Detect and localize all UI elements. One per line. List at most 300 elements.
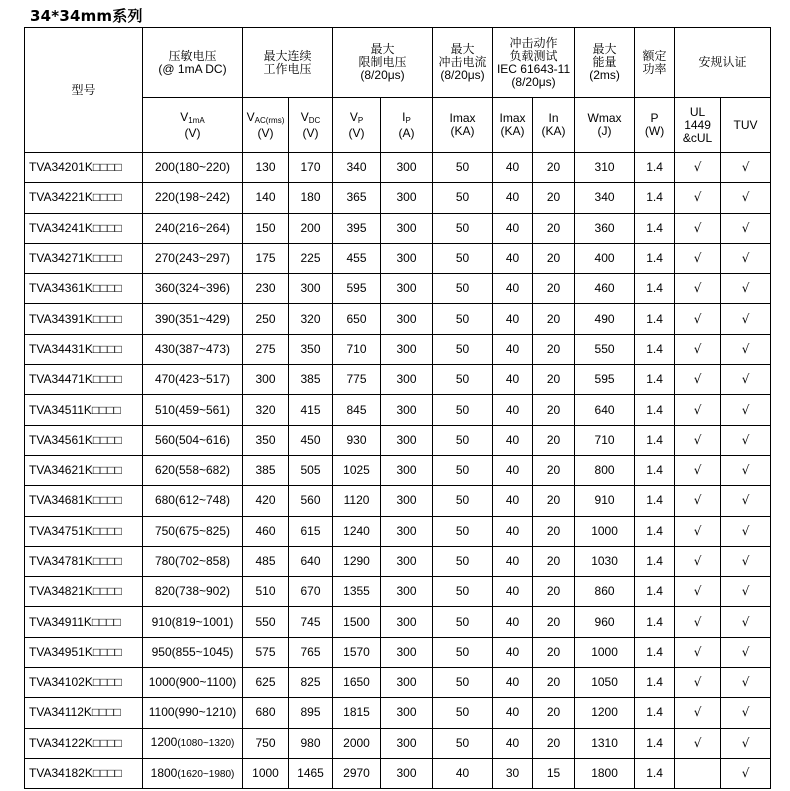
cell-in: 20 xyxy=(533,183,575,213)
cell-p: 1.4 xyxy=(635,274,675,304)
header-max-surge-current: 最大 冲击电流 (8/20μs) xyxy=(433,28,493,98)
cell-v1ma-range: (351~429) xyxy=(174,311,231,326)
cell-model: TVA34621K□□□□ xyxy=(25,455,143,485)
cell-v1ma-value: 270 xyxy=(154,251,175,266)
page-title: 34*34mm系列 xyxy=(30,7,143,25)
cell-wmax: 595 xyxy=(575,365,635,395)
table-row xyxy=(25,425,771,455)
cell-vac: 550 xyxy=(243,607,289,637)
cell-in: 20 xyxy=(533,698,575,728)
cell-vdc: 980 xyxy=(289,728,333,758)
cell-v1ma-value: 820 xyxy=(154,584,175,599)
cell-vp: 1240 xyxy=(333,516,381,546)
cell-v1ma-range: (558~682) xyxy=(174,463,231,478)
cell-in: 20 xyxy=(533,334,575,364)
table-row xyxy=(25,243,771,273)
cell-vp: 1290 xyxy=(333,546,381,576)
table-row xyxy=(25,455,771,485)
cell-model: TVA34391K□□□□ xyxy=(25,304,143,334)
cell-p: 1.4 xyxy=(635,637,675,667)
cell-p: 1.4 xyxy=(635,758,675,788)
cell-vac: 320 xyxy=(243,395,289,425)
cell-wmax: 860 xyxy=(575,577,635,607)
cell-ul: √ xyxy=(675,213,721,243)
cell-imax-load: 40 xyxy=(493,153,533,183)
cell-v1ma-value: 780 xyxy=(154,554,175,568)
cell-imax: 50 xyxy=(433,365,493,395)
cell-in: 20 xyxy=(533,274,575,304)
cell-ip: 300 xyxy=(381,577,433,607)
cell-in: 15 xyxy=(533,758,575,788)
header-model: 型号 xyxy=(25,28,143,153)
cell-p: 1.4 xyxy=(635,425,675,455)
cell-v1ma-value: 950 xyxy=(151,644,172,659)
cell-vac: 1000 xyxy=(243,758,289,788)
cell-vdc: 385 xyxy=(289,365,333,395)
cell-v1ma-range: (675~825) xyxy=(174,523,231,538)
cell-vp: 1355 xyxy=(333,577,381,607)
cell-v1ma-value: 200 xyxy=(154,160,175,175)
cell-p: 1.4 xyxy=(635,728,675,758)
cell-model: TVA34751K□□□□ xyxy=(25,516,143,546)
cell-vac: 420 xyxy=(243,486,289,516)
header-max-clamping-voltage: 最大 限制电压 (8/20μs) xyxy=(333,28,433,98)
cell-imax-load: 40 xyxy=(493,486,533,516)
cell-tuv: √ xyxy=(721,516,771,546)
cell-v1ma xyxy=(143,577,243,607)
cell-vp: 1815 xyxy=(333,698,381,728)
cell-in: 20 xyxy=(533,728,575,758)
table-row xyxy=(25,213,771,243)
cell-ul: √ xyxy=(675,698,721,728)
cell-vp: 650 xyxy=(333,304,381,334)
cell-v1ma xyxy=(143,183,243,213)
cell-vdc: 450 xyxy=(289,425,333,455)
cell-imax: 50 xyxy=(433,153,493,183)
cell-imax-load: 40 xyxy=(493,425,533,455)
cell-ip: 300 xyxy=(381,213,433,243)
cell-tuv: √ xyxy=(721,153,771,183)
cell-wmax: 1000 xyxy=(575,637,635,667)
cell-imax-load: 40 xyxy=(493,577,533,607)
cell-ul: √ xyxy=(675,274,721,304)
cell-ip: 300 xyxy=(381,274,433,304)
cell-v1ma-range: (855~1045) xyxy=(171,644,234,659)
cell-p: 1.4 xyxy=(635,304,675,334)
cell-imax-load: 40 xyxy=(493,274,533,304)
cell-in: 20 xyxy=(533,637,575,667)
cell-p: 1.4 xyxy=(635,365,675,395)
cell-ul: √ xyxy=(675,486,721,516)
table-body xyxy=(25,153,771,789)
cell-vac: 250 xyxy=(243,304,289,334)
cell-vdc: 320 xyxy=(289,304,333,334)
subheader-imax: Imax (KA) xyxy=(433,98,493,153)
cell-in: 20 xyxy=(533,546,575,576)
cell-vp: 395 xyxy=(333,213,381,243)
cell-v1ma xyxy=(143,243,243,273)
subheader-wmax: Wmax (J) xyxy=(575,98,635,153)
cell-p: 1.4 xyxy=(635,577,675,607)
table-row xyxy=(25,637,771,667)
cell-tuv: √ xyxy=(721,365,771,395)
cell-tuv: √ xyxy=(721,607,771,637)
cell-ul: √ xyxy=(675,607,721,637)
cell-imax-load: 40 xyxy=(493,365,533,395)
cell-tuv: √ xyxy=(721,637,771,667)
cell-imax: 50 xyxy=(433,577,493,607)
cell-model: TVA34102K□□□□ xyxy=(25,668,143,698)
cell-model: TVA34431K□□□□ xyxy=(25,334,143,364)
cell-v1ma-value: 1000 xyxy=(148,675,176,690)
cell-ip: 300 xyxy=(381,304,433,334)
cell-tuv: √ xyxy=(721,486,771,516)
cell-vp: 595 xyxy=(333,274,381,304)
cell-ul: √ xyxy=(675,546,721,576)
cell-ip: 300 xyxy=(381,455,433,485)
cell-model: TVA34511K□□□□ xyxy=(25,395,143,425)
cell-vdc: 670 xyxy=(289,577,333,607)
cell-wmax: 1310 xyxy=(575,728,635,758)
table-row xyxy=(25,577,771,607)
cell-wmax: 960 xyxy=(575,607,635,637)
cell-tuv: √ xyxy=(721,546,771,576)
cell-wmax: 1800 xyxy=(575,758,635,788)
cell-v1ma xyxy=(143,546,243,576)
subheader-tuv: TUV xyxy=(721,98,771,153)
cell-ip: 300 xyxy=(381,243,433,273)
cell-imax-load: 40 xyxy=(493,698,533,728)
cell-tuv: √ xyxy=(721,455,771,485)
cell-ul: √ xyxy=(675,668,721,698)
cell-p: 1.4 xyxy=(635,183,675,213)
cell-ul: √ xyxy=(675,153,721,183)
subheader-in: In (KA) xyxy=(533,98,575,153)
cell-imax: 50 xyxy=(433,728,493,758)
cell-ul: √ xyxy=(675,365,721,395)
cell-imax: 50 xyxy=(433,274,493,304)
cell-tuv: √ xyxy=(721,243,771,273)
cell-in: 20 xyxy=(533,243,575,273)
cell-ip: 300 xyxy=(381,637,433,667)
cell-in: 20 xyxy=(533,455,575,485)
cell-imax-load: 40 xyxy=(493,213,533,243)
cell-model: TVA34911K□□□□ xyxy=(25,607,143,637)
spec-table xyxy=(24,27,771,789)
cell-v1ma-range: (990~1210) xyxy=(174,705,237,720)
cell-wmax: 490 xyxy=(575,304,635,334)
cell-vdc: 825 xyxy=(289,668,333,698)
cell-v1ma-range: (504~616) xyxy=(174,432,231,447)
cell-imax: 40 xyxy=(433,758,493,788)
cell-ip: 300 xyxy=(381,668,433,698)
cell-vdc: 225 xyxy=(289,243,333,273)
cell-p: 1.4 xyxy=(635,153,675,183)
table-row xyxy=(25,607,771,637)
cell-v1ma-value: 360 xyxy=(154,281,175,296)
cell-imax-load: 40 xyxy=(493,516,533,546)
cell-wmax: 800 xyxy=(575,455,635,485)
cell-v1ma-range: (324~396) xyxy=(174,281,231,296)
cell-wmax: 340 xyxy=(575,183,635,213)
cell-v1ma-range: (702~858) xyxy=(174,554,231,568)
table-row xyxy=(25,274,771,304)
cell-imax-load: 40 xyxy=(493,304,533,334)
cell-v1ma-value: 390 xyxy=(154,311,175,326)
cell-p: 1.4 xyxy=(635,334,675,364)
cell-model: TVA34201K□□□□ xyxy=(25,153,143,183)
cell-vac: 385 xyxy=(243,455,289,485)
cell-vac: 150 xyxy=(243,213,289,243)
cell-wmax: 1000 xyxy=(575,516,635,546)
cell-ip: 300 xyxy=(381,698,433,728)
cell-imax: 50 xyxy=(433,425,493,455)
cell-v1ma xyxy=(143,365,243,395)
cell-v1ma-value: 470 xyxy=(154,372,175,387)
cell-v1ma xyxy=(143,274,243,304)
cell-vac: 680 xyxy=(243,698,289,728)
cell-vp: 775 xyxy=(333,365,381,395)
cell-p: 1.4 xyxy=(635,516,675,546)
cell-ip: 300 xyxy=(381,546,433,576)
cell-v1ma-value: 910 xyxy=(151,614,172,629)
cell-imax-load: 40 xyxy=(493,637,533,667)
cell-ul: √ xyxy=(675,637,721,667)
subheader-vdc: $V_{DC}$ (V) xyxy=(289,98,333,153)
cell-in: 20 xyxy=(533,668,575,698)
cell-vdc: 895 xyxy=(289,698,333,728)
table-row xyxy=(25,183,771,213)
cell-model: TVA34112K□□□□ xyxy=(25,698,143,728)
cell-ip: 300 xyxy=(381,758,433,788)
cell-ul xyxy=(675,758,721,788)
cell-tuv: √ xyxy=(721,334,771,364)
cell-tuv: √ xyxy=(721,577,771,607)
cell-v1ma xyxy=(143,486,243,516)
cell-model: TVA34821K□□□□ xyxy=(25,577,143,607)
cell-tuv: √ xyxy=(721,274,771,304)
subheader-imax-load: Imax (KA) xyxy=(493,98,533,153)
cell-imax: 50 xyxy=(433,455,493,485)
cell-vdc: 300 xyxy=(289,274,333,304)
cell-imax: 50 xyxy=(433,637,493,667)
table-row xyxy=(25,516,771,546)
cell-v1ma-range: (180~220) xyxy=(174,160,231,175)
table-row xyxy=(25,304,771,334)
cell-v1ma-range: (900~1100) xyxy=(175,675,237,690)
cell-in: 20 xyxy=(533,395,575,425)
cell-ul: √ xyxy=(675,334,721,364)
cell-model: TVA34781K□□□□ xyxy=(25,546,143,576)
cell-imax: 50 xyxy=(433,486,493,516)
cell-model: TVA34561K□□□□ xyxy=(25,425,143,455)
cell-v1ma-range: (459~561) xyxy=(174,402,231,417)
cell-vdc: 505 xyxy=(289,455,333,485)
cell-ul: √ xyxy=(675,577,721,607)
cell-ip: 300 xyxy=(381,607,433,637)
cell-model: TVA34271K□□□□ xyxy=(25,243,143,273)
cell-vac: 460 xyxy=(243,516,289,546)
cell-wmax: 460 xyxy=(575,274,635,304)
cell-imax: 50 xyxy=(433,183,493,213)
cell-imax: 50 xyxy=(433,304,493,334)
cell-model: TVA34681K□□□□ xyxy=(25,486,143,516)
cell-v1ma xyxy=(143,698,243,728)
cell-vp: 1120 xyxy=(333,486,381,516)
cell-ip: 300 xyxy=(381,486,433,516)
cell-tuv: √ xyxy=(721,728,771,758)
cell-p: 1.4 xyxy=(635,607,675,637)
cell-wmax: 360 xyxy=(575,213,635,243)
cell-imax: 50 xyxy=(433,607,493,637)
cell-v1ma-value: 1800 xyxy=(150,765,178,780)
cell-ip: 300 xyxy=(381,153,433,183)
cell-ip: 300 xyxy=(381,183,433,213)
cell-tuv: √ xyxy=(721,395,771,425)
cell-imax-load: 40 xyxy=(493,455,533,485)
cell-vp: 930 xyxy=(333,425,381,455)
cell-ul: √ xyxy=(675,304,721,334)
cell-vac: 300 xyxy=(243,365,289,395)
cell-p: 1.4 xyxy=(635,698,675,728)
cell-wmax: 550 xyxy=(575,334,635,364)
cell-vac: 230 xyxy=(243,274,289,304)
cell-wmax: 1200 xyxy=(575,698,635,728)
cell-v1ma-value: 560 xyxy=(154,432,175,447)
cell-wmax: 310 xyxy=(575,153,635,183)
cell-in: 20 xyxy=(533,425,575,455)
table-row xyxy=(25,395,771,425)
cell-vp: 1570 xyxy=(333,637,381,667)
cell-model: TVA34241K□□□□ xyxy=(25,213,143,243)
cell-p: 1.4 xyxy=(635,546,675,576)
cell-p: 1.4 xyxy=(635,243,675,273)
cell-ul: √ xyxy=(675,425,721,455)
subheader-p: P (W) xyxy=(635,98,675,153)
cell-imax-load: 40 xyxy=(493,607,533,637)
cell-model: TVA34951K□□□□ xyxy=(25,637,143,667)
cell-v1ma-value: 1100 xyxy=(148,705,175,720)
header-max-energy: 最大 能量 (2ms) xyxy=(575,28,635,98)
cell-vp: 2970 xyxy=(333,758,381,788)
cell-imax-load: 40 xyxy=(493,728,533,758)
cell-imax: 50 xyxy=(433,395,493,425)
cell-v1ma-value: 680 xyxy=(154,493,175,508)
header-varistor-voltage: 压敏电压 (@ 1mA DC) xyxy=(143,28,243,98)
cell-in: 20 xyxy=(533,304,575,334)
cell-imax: 50 xyxy=(433,334,493,364)
cell-tuv: √ xyxy=(721,425,771,455)
cell-in: 20 xyxy=(533,213,575,243)
cell-ip: 300 xyxy=(381,516,433,546)
cell-v1ma xyxy=(143,153,243,183)
cell-imax-load: 40 xyxy=(493,395,533,425)
cell-model: TVA34221K□□□□ xyxy=(25,183,143,213)
cell-ip: 300 xyxy=(381,395,433,425)
cell-v1ma xyxy=(143,668,243,698)
cell-vdc: 640 xyxy=(289,546,333,576)
cell-vac: 130 xyxy=(243,153,289,183)
cell-p: 1.4 xyxy=(635,213,675,243)
cell-v1ma-range: (1620~1980) xyxy=(177,768,235,780)
cell-v1ma xyxy=(143,425,243,455)
cell-v1ma xyxy=(143,304,243,334)
cell-imax: 50 xyxy=(433,668,493,698)
cell-v1ma xyxy=(143,334,243,364)
subheader-vac: $V_{AC(rms)}$ (V) xyxy=(243,98,289,153)
cell-vp: 1650 xyxy=(333,668,381,698)
cell-vac: 175 xyxy=(243,243,289,273)
cell-ul: √ xyxy=(675,455,721,485)
table-row xyxy=(25,365,771,395)
cell-v1ma-value: 1200 xyxy=(150,735,178,750)
cell-v1ma-range: (423~517) xyxy=(174,372,231,387)
cell-p: 1.4 xyxy=(635,486,675,516)
cell-tuv: √ xyxy=(721,668,771,698)
cell-wmax: 400 xyxy=(575,243,635,273)
cell-p: 1.4 xyxy=(635,668,675,698)
cell-vp: 710 xyxy=(333,334,381,364)
cell-v1ma xyxy=(143,213,243,243)
cell-v1ma-value: 510 xyxy=(154,402,175,417)
cell-vac: 575 xyxy=(243,637,289,667)
table-row xyxy=(25,546,771,576)
cell-v1ma xyxy=(143,607,243,637)
cell-vdc: 745 xyxy=(289,607,333,637)
cell-imax-load: 40 xyxy=(493,334,533,364)
table-row xyxy=(25,668,771,698)
cell-ul: √ xyxy=(675,728,721,758)
cell-tuv: √ xyxy=(721,213,771,243)
cell-ip: 300 xyxy=(381,334,433,364)
cell-v1ma xyxy=(143,758,243,788)
cell-v1ma-range: (198~242) xyxy=(174,190,231,205)
subheader-ul: UL 1449 &cUL xyxy=(675,98,721,153)
cell-vdc: 1465 xyxy=(289,758,333,788)
cell-ip: 300 xyxy=(381,365,433,395)
cell-v1ma xyxy=(143,455,243,485)
cell-tuv: √ xyxy=(721,698,771,728)
cell-ul: √ xyxy=(675,243,721,273)
header-surge-load-test: 冲击动作 负载测试 IEC 61643-11 (8/20μs) xyxy=(493,28,575,98)
cell-vdc: 615 xyxy=(289,516,333,546)
cell-imax: 50 xyxy=(433,546,493,576)
cell-in: 20 xyxy=(533,153,575,183)
cell-in: 20 xyxy=(533,486,575,516)
table-row xyxy=(25,698,771,728)
cell-imax: 50 xyxy=(433,213,493,243)
cell-model: TVA34471K□□□□ xyxy=(25,365,143,395)
cell-imax-load: 30 xyxy=(493,758,533,788)
cell-model: TVA34361K□□□□ xyxy=(25,274,143,304)
cell-wmax: 1050 xyxy=(575,668,635,698)
cell-vp: 340 xyxy=(333,153,381,183)
cell-model: TVA34122K□□□□ xyxy=(25,728,143,758)
cell-vac: 350 xyxy=(243,425,289,455)
cell-in: 20 xyxy=(533,607,575,637)
cell-v1ma xyxy=(143,637,243,667)
cell-v1ma-range: (612~748) xyxy=(174,493,231,508)
cell-vdc: 170 xyxy=(289,153,333,183)
cell-v1ma-range: (243~297) xyxy=(174,251,231,266)
cell-vac: 625 xyxy=(243,668,289,698)
cell-v1ma-range: (1080~1320) xyxy=(177,738,235,750)
cell-v1ma-range: (387~473) xyxy=(174,341,231,356)
cell-v1ma xyxy=(143,395,243,425)
cell-v1ma xyxy=(143,728,243,758)
table-row xyxy=(25,728,771,758)
cell-model: TVA34182K□□□□ xyxy=(25,758,143,788)
